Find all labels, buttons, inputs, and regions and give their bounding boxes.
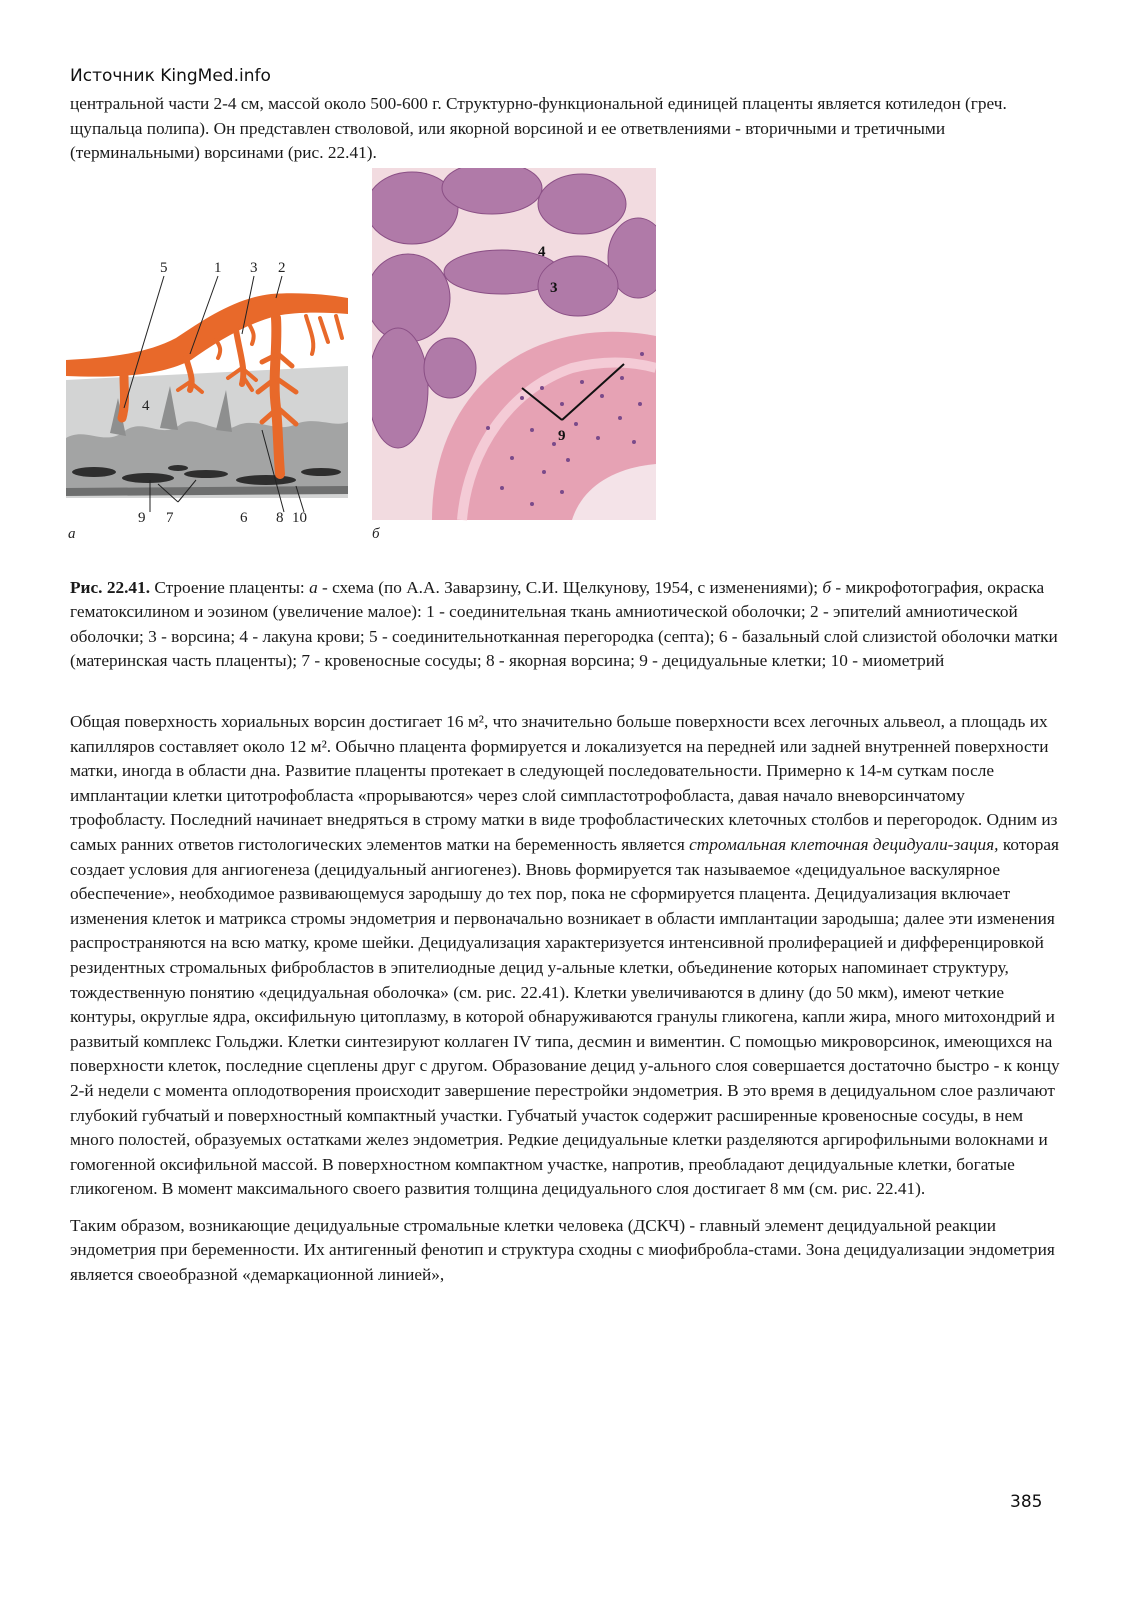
figure-a-panel-label: а [68,526,76,540]
paragraph-1-part-2: которая создает условия для ангиогенеза (децидуальный ангиогенез). Вновь формируется так называемое «децидуальное васкулярное обеспечение», необходимое развивающемуся зародышу до тех пор, пока не сформируется плацента. Децидуализация включает изменения клеток и матрикса стромы эндометрия и первоначально возникает в области имплантации зародыша; далее эти изменения распространяются на всю матку, кроме шейки. Децидуализация характеризуется интенсивной пролиферацией и дифференцировкой резидентных стромальных фибробластов в эпителиодные децид у-альные клетки, объединение которых напоминает структуру, тождественную понятию «децидуальная оболочка» (см. рис. 22.41). Клетки увеличиваются в длину (до 50 мкм), имеют четкие контуры, округлые ядра, оксифильную цитоплазму, в которой обнаруживаются гранулы гликогена, капли жира, много митохондрий и развитый комплекс Гольджи. Клетки синтезируют коллаген IV типа, десмин и виментин. С помощью микроворсинок, имеющихся на поверхности клеток, последние сцеплены друг с другом. Образование децид у-ального слоя совершается достаточно быстро - к концу 2-й недели с момента оплодотворения происходит завершение перестройки эндометрия. В это время в децидуальном слое различают глубокий губчатый и поверхностный компактный участки. Губчатый участок содержит расширенные кровеносные сосуды, в нем много полостей, образуемых остатками желез эндометрия. Редкие децидуальные клетки разделяются аргирофильными волокнами и гомогенной оксифильной массой. В поверхностном компактном участке, напротив, преобладают децидуальные клетки, богатые гликогеном. В момент максимального своего развития толщина децидуального слоя достигает 8 мм (см. рис. 22.41). [70,834,1060,1199]
caption-text-2: - схема (по А.А. Заварзину, С.И. Щелкунову, 1954, с изменениями); [317,578,823,597]
figure-a-label-3: 3 [250,260,258,276]
figure-b-label-3: 3 [550,280,558,296]
body-text [70,710,1060,1288]
paragraph-1-part-1: Общая поверхность хориальных ворсин достигает 16 м², что значительно больше поверхности всех легочных альвеол, а площадь их капилляров составляет около 12 м². Обычно плацента формируется и локализуется на передней или задней внутренней поверхности матки, иногда в области дна. Развитие плаценты протекает в следующей последовательности. Примерно к 14-м суткам после имплантации клетки цитотрофобласта «прорываются» через слой симпластотрофобласта, давая начало вневорсинчатому трофобласту. Последний начинает внедряться в строму матки в виде трофобластических клеточных столбов и перегородок. Одним из самых ранних ответов гистологических элементов матки на беременность является [70,712,1058,854]
caption-text-3: - микрофотография, окраска гематоксилином и эозином (увеличение малое): 1 - соединительная ткань амниотической оболочки; 2 - эпителий амниотической оболочки; 3 - ворсина; 4 - лакуна крови; 5 - соединительнотканная перегородка (септа); 6 - базальный слой слизистой оболочки матки (материнская часть плаценты); 7 - кровеносные сосуды; 8 - якорная ворсина; 9 - децидуальные клетки; 10 - миометрий [70,578,1058,671]
figure-a-schematic [66,258,348,540]
caption-title: Рис. 22.41. [70,578,151,597]
intro-paragraph [70,92,1060,166]
figure-a-label-7: 7 [166,510,174,526]
figure-a-label-10: 10 [292,510,307,526]
figure-a-label-8: 8 [276,510,284,526]
caption-panel-a: а [309,578,318,597]
figure-caption [70,576,1060,674]
paragraph-2: Таким образом, возникающие децидуальные стромальные клетки человека (ДСКЧ) - главный элемент децидуальной реакции эндометрия при беременности. Их антигенный фенотип и структура сходны с миофибробла-стами. Зона децидуализации эндометрия является своеобразной «демаркационной линией», [70,1215,1055,1285]
figure-b-label-9: 9 [558,428,566,444]
figure-a-label-6: 6 [240,510,248,526]
source-header: Источник KingMed.info [70,66,271,86]
caption-text-1: Строение плаценты: [150,578,310,597]
paragraph-1 [70,710,1060,1202]
paragraph-1-italic: стромальная клеточная децидуали-зация, [689,834,999,854]
intro-text: центральной части 2-4 см, массой около 500-600 г. Структурно-функциональной единицей плаценты является котиледон (греч. щупальца полипа). Он представлен стволовой, или якорной ворсиной и ее ответвлениями - вторичными и третичными (терминальными) ворсинами (рис. 22.41). [70,94,1007,162]
figure-a-label-9: 9 [138,510,146,526]
page-number: 385 [1010,1492,1043,1512]
caption-panel-b: б [822,578,832,597]
figure-a-label-4: 4 [142,398,150,414]
figure-a-label-5: 5 [160,260,168,276]
figure-b-micrograph [372,168,656,540]
figure-a-label-2: 2 [278,260,286,276]
figure-b-panel-label: б [372,526,380,540]
figure-a-label-1: 1 [214,260,222,276]
figure-b-label-4: 4 [538,244,546,260]
